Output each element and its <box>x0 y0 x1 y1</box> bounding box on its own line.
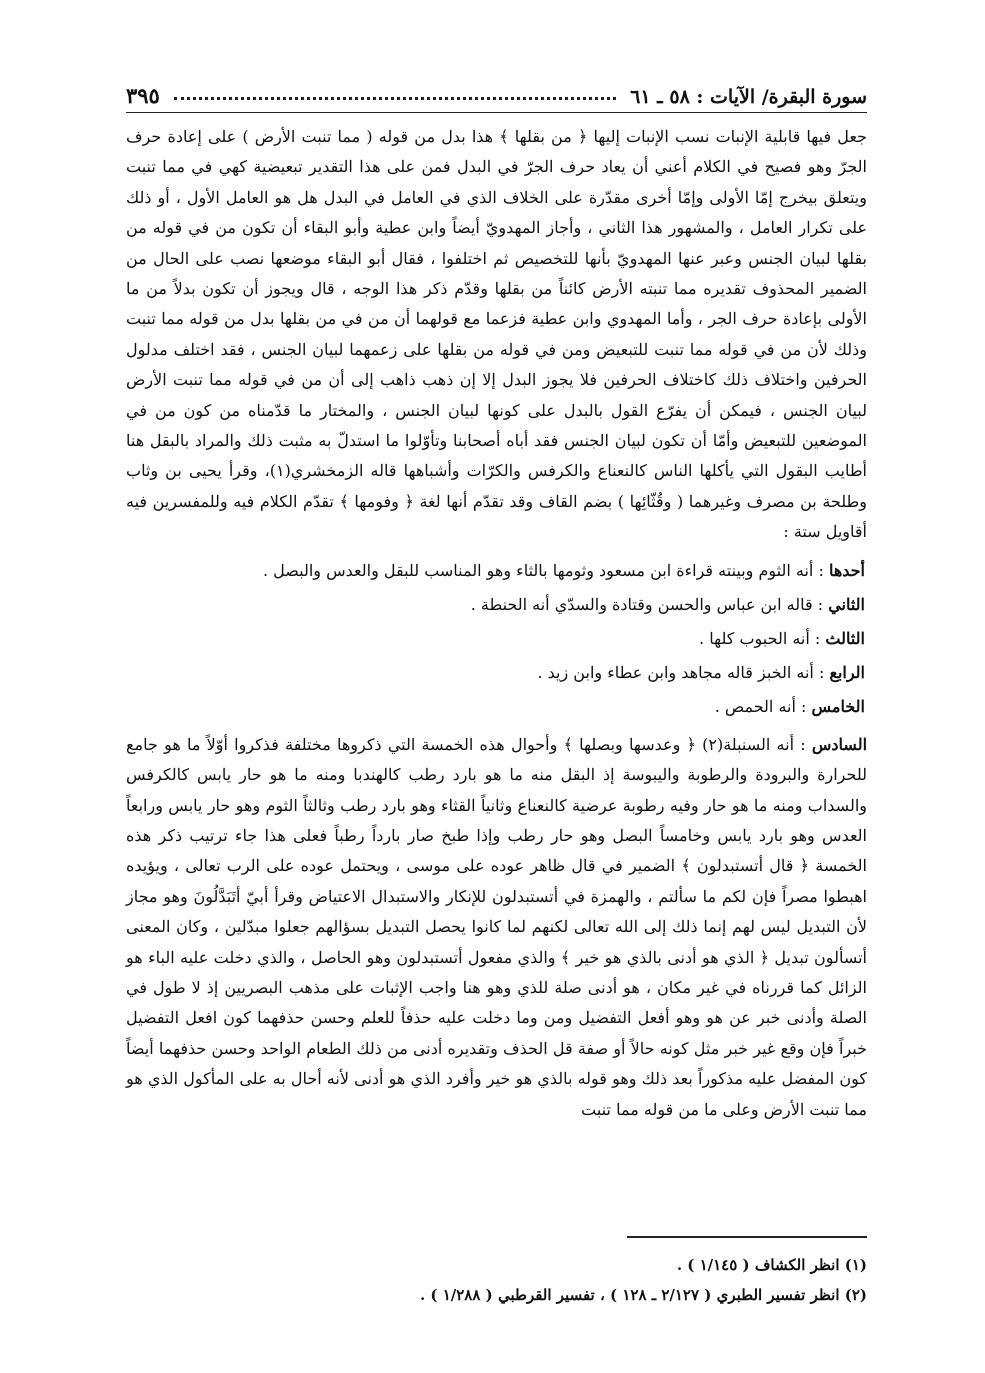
list-item <box>126 554 865 588</box>
list-item-text: : أنه الحمص . <box>714 696 807 716</box>
footnotes <box>137 1236 867 1310</box>
list-item <box>126 588 865 622</box>
page-header <box>126 72 867 113</box>
paragraph-1: جعل فيها قابلية الإنبات نسب الإنبات إليها ﴿ من بقلها ﴾ هذا بدل من قوله ( مما تنبت الأرض ) على إعادة حرف الجرّ وهو فصيح في الكلام أعني أن يعاد حرف الجرّ في البدل فمن على هذا التقدير تبعيضية كهي في مما تنبت ويتعلق بيخرج إمّا الأولى وإمّا أخرى مقدّرة على الخلاف الذي في العامل في البدل هل هو العامل الأول ، أو ذلك على تكرار العامل ، والمشهور هذا الثاني ، وأجاز المهدويّ أيضاً وابن عطية وأبو البقاء أن تكون من في قوله من بقلها لبيان الجنس وعبر عنها المهدويّ بأنها للتخصيص ثم اختلفوا ، فقال أبو البقاء موضعها نصب على الحال من الضمير المحذوف تقديره مما تنبته الأرض كائناً من بقلها وقدّم ذكر هذا الوجه ، قال ويجوز أن تكون بدلاً من ما الأولى بإعادة حرف الجر ، وأما المهدوي وابن عطية فزعما مع قولهما أن من في من بقلها بدل من قوله مما تنبت وذلك لأن من في قوله مما تنبت للتبعيض ومن في قوله من بقلها على زعمهما لبيان الجنس ، فقد اختلف مدلول الحرفين واختلاف ذلك كاختلاف الحرفين فلا يجوز البدل إلا إن ذهب ذاهب إلى أن من في قوله مما تنبت الأرض لبيان الجنس ، فيمكن أن يفرّع القول بالبدل على كونها لبيان الجنس ، والمختار ما قدّمناه من كون من في الموضعين للتبعيض وأمّا أن تكون لبيان الجنس فقد أباه أصحابنا وتأوّلوا ما استدلّ به مثبت ذلك والمراد بالبقل هنا أطايب البقول التي يأكلها الناس كالنعناع والكرفس والكرّات وأشباهها قاله الزمخشري(١)، وقرأ يحيى بن وثاب وطلحة بن مصرف وغيرهما ( وقُثّائِها ) بضم القاف وقد تقدّم أنها لغة ﴿ وفومها ﴾ تقدّم الكلام فيه وللمفسرين فيه أقاويل ستة : <box>126 127 868 542</box>
footnote-2: (٢) انظر تفسير الطبري ( ٢/١٢٧ ـ ١٢٨ ) ، تفسير القرطبي ( ١/٢٨٨ ) . <box>419 1286 867 1304</box>
paragraph-2 <box>126 730 867 1125</box>
paragraph-2-text: : أنه السنبلة(٢) ﴿ وعدسها وبصلها ﴾ وأحوال هذه الخمسة التي ذكروها مختلفة فذكروا أوّلاً ما هو جامع للحرارة والبرودة والرطوبة واليبوسة إذ البقل منه ما هو بارد رطب كالهندبا ومنه ما هو حار يابس كالكرفس والسداب ومنه ما هو حار وفيه رطوبة عرضية كالنعناع وثانياً القثاء وهو بارد رطب وثالثاً الثوم وهو حار يابس ورابعاً العدس وهو بارد يابس وخامساً البصل وهو حار رطب وإذا طبخ صار بارداً رطباً فعلى هذا جاء ترتيب ذكر هذه الخمسة ﴿ قال أتستبدلون ﴾ الضمير في قال ظاهر عوده على موسى ، ويحتمل عوده على الرب تعالى ، ويؤيده اهبطوا مصراً فإن لكم ما سألتم ، والهمزة في أتستبدلون للإنكار والاستبدال الاعتياض وقرأ أبيّ أتَبَدَّلُونَ وهو مجاز لأن التبديل ليس لهم إنما ذلك إلى الله تعالى لكنهم لما كانوا يحصل التبديل بسؤالهم جعلوا مبدّلين ، وكان المعنى أتسألون تبديل ﴿ الذي هو أدنى بالذي هو خير ﴾ والذي مفعول أتستبدلون وهو الحاصل ، والذي دخلت عليه الباء هو الزائل كما قررناه في غير مكان ، هو أدنى صلة للذي وهو هنا واجب الإثبات على مذهب البصريين إذ لا طول في الصلة وأدنى خبر عن هو وهو أفعل التفضيل ومن وما دخلت عليه حذفاً للعلم وحسن حذفهما كون افعل التفضيل خبراً فإن وقع غير خبر مثل كونه حالاً أو صفة قل الحذف وتقديره أدنى من ذلك الطعام الواحد وحسن حذفهما أيضاً كون المفضل عليه مذكوراً بعد ذلك وهو قوله بالذي هو خير وأفرد الذي هو أدنى لأنه أحال به على المأكول الذي هو مما تنبت الأرض وعلى ما من قوله مما تنبت <box>126 734 868 1119</box>
list-item <box>126 622 865 656</box>
running-title: سورة البقرة/ الآيات : ٥٨ ـ ٦١ <box>630 86 867 108</box>
list-item-label: أحدها <box>828 560 865 580</box>
header-dotted-leader <box>174 97 616 100</box>
list-item-label: الثالث <box>825 628 865 648</box>
list-item <box>126 690 865 724</box>
page-number: ٣٩٥ <box>126 83 160 108</box>
main-text <box>126 122 867 1125</box>
list-item-label: الرابع <box>829 662 865 682</box>
list-item-text: : قاله ابن عباس والحسن وقتادة والسدّي أنه الحنطة . <box>470 594 824 614</box>
sixth-label: السادس <box>811 734 868 754</box>
list-item-text: : أنه الحبوب كلها . <box>699 628 821 648</box>
footnote-divider <box>627 1236 867 1238</box>
list-item-label: الثاني <box>828 594 865 614</box>
opinions-list <box>126 554 867 724</box>
list-item-text: : أنه الخبز قاله مجاهد وابن عطاء وابن زيد . <box>537 662 825 682</box>
footnote-1: (١) انظر الكشاف ( ١/١٤٥ ) . <box>676 1256 867 1274</box>
list-item-text: : أنه الثوم وبينته قراءة ابن مسعود وثومها بالثاء وهو المناسب للبقل والعدس والبصل . <box>262 560 824 580</box>
list-item-label: الخامس <box>811 696 865 716</box>
list-item <box>126 656 865 690</box>
